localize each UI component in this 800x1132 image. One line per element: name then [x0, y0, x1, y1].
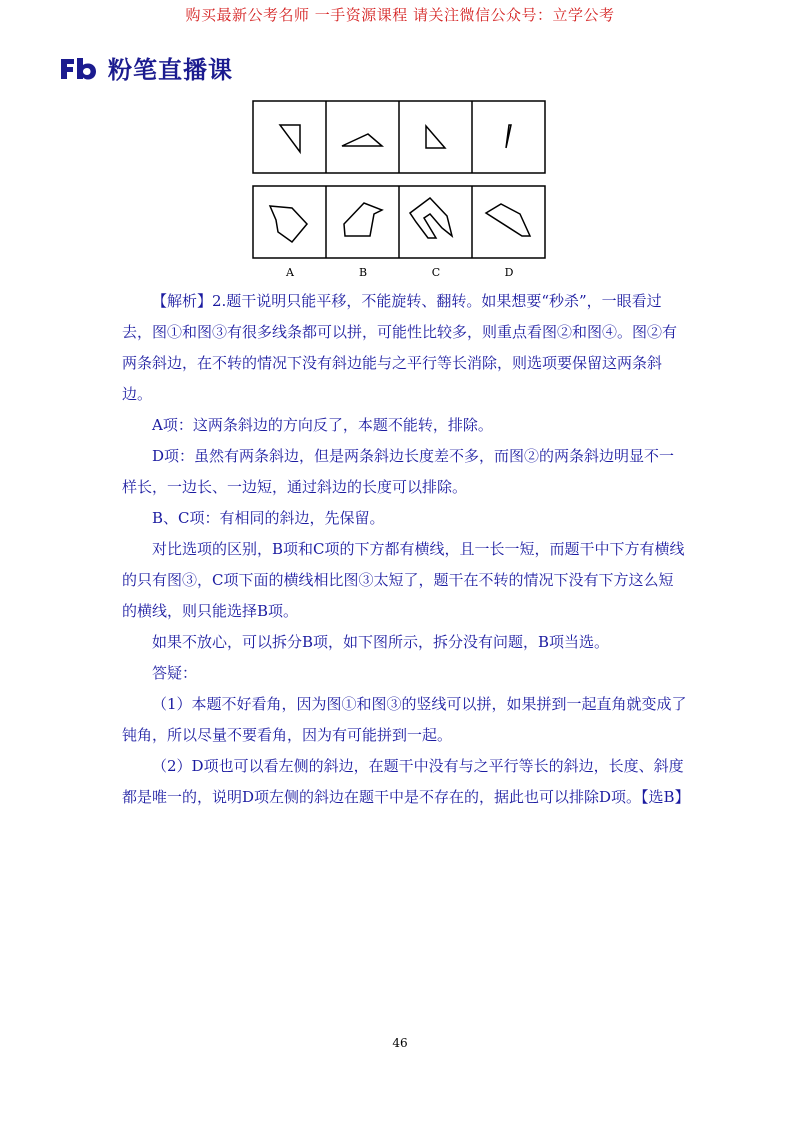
stem-shape-4 [506, 125, 511, 148]
option-d-paragraph: D项：虽然有两条斜边，但是两条斜边长度差不多，而图②的两条斜边明显不一样长，一边长、一边短，通过斜边的长度可以排除。 [122, 447, 675, 496]
option-label-b: B [358, 266, 368, 279]
option-label-d: D [504, 266, 514, 279]
qa-item-1: （1）本题不好看角，因为图①和图③的竖线可以拼，如果拼到一起直角就变成了钝角，所以尽量不要看角，因为有可能拼到一起。 [122, 695, 687, 744]
brand-name: 粉笔直播课 [108, 56, 233, 84]
analysis-paragraph: 【解析】2.题干说明只能平移，不能旋转、翻转。如果想要“秒杀”，一眼看过去，图①和图③有很多线条都可以拼，可能性比较多，则重点看图②和图④。图②有两条斜边，在不转的情况下没有斜边能与之平行等长消除，则选项要保留这两条斜边。 [122, 292, 678, 403]
question-figure [252, 100, 546, 286]
option-shape-b [344, 203, 382, 236]
qa-heading: 答疑： [152, 664, 198, 682]
stem-shape-2 [342, 134, 382, 146]
header-note: 购买最新公考名师 一手资源课程 请关注微信公众号：立学公考 [185, 6, 615, 24]
option-a-paragraph: A项：这两条斜边的方向反了，本题不能转，排除。 [152, 416, 493, 434]
option-shape-d [486, 204, 530, 236]
option-label-c: C [431, 266, 441, 279]
option-shape-a [270, 206, 307, 242]
qa-item-2: （2）D项也可以看左侧的斜边，在题干中没有与之平行等长的斜边，长度、斜度都是唯一的，说明D项左侧的斜边在题干中是不存在的，据此也可以排除D项。【选B】 [122, 757, 690, 806]
stem-shape-1 [280, 125, 300, 152]
option-bc-paragraph: B、C项：有相同的斜边，先保留。 [152, 509, 385, 527]
brand [58, 50, 233, 85]
page-number: 46 [392, 1036, 408, 1050]
verification-paragraph: 如果不放心，可以拆分B项，如下图所示，拆分没有问题，B项当选。 [152, 633, 610, 651]
stem-shape-3 [426, 126, 445, 148]
option-label-a: A [286, 266, 294, 279]
analysis-text [122, 286, 688, 813]
fb-logo-icon [58, 55, 100, 81]
option-shape-c [410, 198, 452, 238]
comparison-paragraph: 对比选项的区别，B项和C项的下方都有横线，且一长一短，而题干中下方有横线的只有图③，C项下面的横线相比图③太短了，题干在不转的情况下没有下方这么短的横线，则只能选择B项。 [122, 540, 685, 620]
figure-diagram [252, 100, 546, 286]
